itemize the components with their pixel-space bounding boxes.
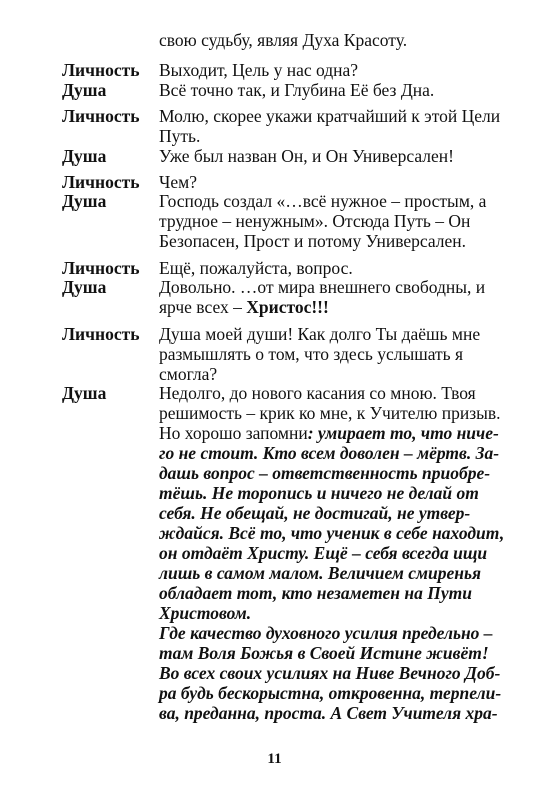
text-line: трудное – ненужным». Отсюда Путь – Он — [159, 211, 471, 231]
text-line: Уже был назван Он, и Он Универсален! — [159, 146, 454, 166]
text-line: обладает тот, кто незаметен на Пути — [159, 583, 472, 603]
text-line: Молю, скорее укажи кратчайший к этой Цели — [159, 106, 501, 126]
text-line: лишь в самом малом. Величием смиренья — [159, 563, 481, 583]
text-line: решимость – крик ко мне, к Учителю призыв. — [159, 403, 501, 423]
text-line: Недолго, до нового касания со мною. Твоя — [159, 383, 476, 403]
text-line: Безопасен, Прост и потому Универсален. — [159, 231, 467, 251]
text-line: Христовом. — [159, 603, 252, 623]
text-line: свою судьбу, являя Духа Красоту. — [159, 30, 408, 50]
text-line — [159, 423, 499, 444]
speaker-label: Душа — [62, 80, 107, 100]
text-plain: ярче всех – — [159, 297, 247, 317]
speaker-label: Душа — [62, 146, 107, 166]
text-line: ждайся. Всё то, что ученик в себе находит, — [159, 523, 505, 543]
text-line: Выходит, Цель у нас одна? — [159, 60, 359, 80]
text-plain: Довольно. …от мира внешнего свободны, и — [159, 277, 486, 297]
text-bold: Христос!!! — [246, 297, 329, 317]
text-line: Душа моей души! Как долго Ты даёшь мне — [159, 324, 481, 344]
text-line: себя. Не обещай, не достигай, не утвер- — [159, 503, 471, 523]
text-line — [159, 277, 485, 298]
text-line: он отдаёт Христу. Ещё – себя всегда ищи — [159, 543, 488, 563]
speaker-label: Личность — [62, 258, 140, 278]
text-line: тёшь. Не торопись и ничего не делай от — [159, 483, 479, 503]
speaker-label: Личность — [62, 106, 140, 126]
text-line: размышлять о том, что здесь услышать я — [159, 344, 464, 364]
speaker-label: Душа — [62, 383, 107, 403]
text-line: ва, преданна, проста. А Свет Учителя хра- — [159, 703, 498, 723]
text-bold-italic: : умирает то, что ниче- — [307, 423, 499, 443]
text-line: дашь вопрос – ответственность приобре- — [159, 463, 491, 483]
speaker-label: Душа — [62, 277, 107, 297]
text-line: там Воля Божья в Своей Истине живёт! — [159, 643, 489, 663]
text-line: Путь. — [159, 126, 201, 146]
text-line: Во всех своих усилиях на Ниве Вечного Доб- — [159, 663, 501, 683]
speaker-label: Душа — [62, 191, 107, 211]
text-line: смогла? — [159, 364, 218, 384]
text-line: го не стоит. Кто всем доволен – мёртв. За- — [159, 443, 500, 463]
text-line: Ещё, пожалуйста, вопрос. — [159, 258, 353, 278]
speaker-label: Личность — [62, 172, 140, 192]
text-plain: Но хорошо запомни — [159, 423, 308, 443]
page-number: 11 — [267, 751, 282, 767]
speaker-label: Личность — [62, 60, 140, 80]
text-line: ра будь бескорыстна, откровенна, терпели- — [159, 683, 502, 703]
text-line: Где качество духовного усилия предельно – — [159, 623, 493, 643]
speaker-label: Личность — [62, 324, 140, 344]
text-line: Господь создал «…всё нужное – простым, а — [159, 191, 487, 211]
text-line: Чем? — [159, 172, 197, 192]
text-line — [159, 297, 329, 318]
text-line: Всё точно так, и Глубина Её без Дна. — [159, 80, 435, 100]
